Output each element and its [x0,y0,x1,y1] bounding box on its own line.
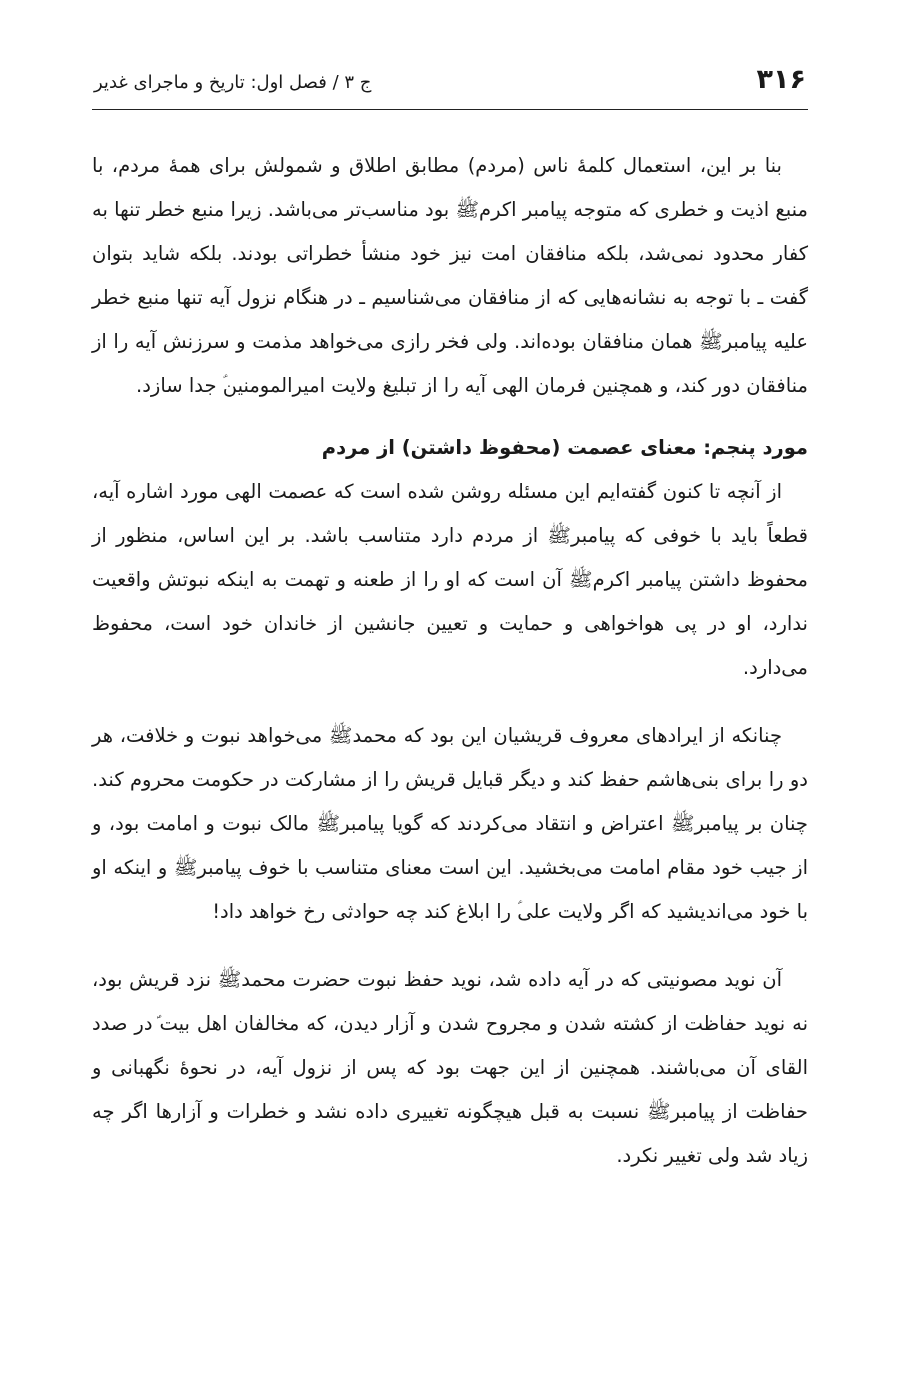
paragraph-3: چنانکه از ایرادهای معروف قریشیان این بود که محمدﷺ می‌خواهد نبوت و خلافت، هر دو را برای بنی‌هاشم حفظ کند و دیگر قبایل قریش را از مشارکت در حکومت محروم کند. چنان بر پیامبرﷺ اعتراض و انتقاد می‌کردند که گویا پیامبرﷺ مالک نبوت و امامت بود، و از جیب خود مقام امامت می‌بخشید. این است معنای متناسب با خوف پیامبرﷺ و اینکه او با خود می‌اندیشید که اگر ولایت علی‌ؑ را ابلاغ کند چه حوادثی رخ خواهد داد! [92,724,808,923]
section-heading: مورد پنجم: معنای عصمت (محفوظ داشتن) از مردم [321,436,808,459]
page-number: ۳۱۶ [756,64,806,95]
page-body [92,144,808,1178]
running-header [92,60,808,110]
paragraph-1: بنا بر این، استعمال کلمهٔ ناس (مردم) مطابق اطلاق و شمولش برای همهٔ مردم، با منبع اذیت و خطری که متوجه پیامبر اکرمﷺ بود مناسب‌تر می‌باشد. زیرا منبع خطر تنها به کفار محدود نمی‌شد، بلکه منافقان امت نیز خود منشأ خطراتی بودند. بلکه شاید بتوان گفت ـ با توجه به نشانه‌هایی که از منافقان می‌شناسیم ـ در هنگام نزول آیه تنها منبع خطر علیه پیامبرﷺ همان منافقان بوده‌اند. ولی فخر رازی می‌خواهد مذمت و سرزنش آیه را از منافقان دور کند، و همچنین فرمان الهی آیه را از تبلیغ ولایت امیرالمومنین‌ؑ جدا سازد. [92,154,808,397]
paragraph-2: از آنچه تا کنون گفته‌ایم این مسئله روشن شده است که عصمت الهی مورد اشاره آیه، قطعاً باید با خوفی که پیامبرﷺ از مردم دارد متناسب باشد. بر این اساس، منظور از محفوظ داشتن پیامبر اکرمﷺ آن است که او را از طعنه و تهمت به اینکه نبوتش واقعیت ندارد، او در پی هواخواهی و حمایت و تعیین جانشین از خاندان خود است، محفوظ می‌دارد. [92,480,808,679]
paragraph-4: آن نوید مصونیتی که در آیه داده شد، نوید حفظ نبوت حضرت محمدﷺ نزد قریش بود، نه نوید حفاظت از کشته شدن و مجروح شدن و آزار دیدن، که مخالفان اهل بیت‌ؑ در صدد القای آن می‌باشند. همچنین از این جهت بود که پس از نزول آیه، در نحوهٔ نگهبانی و حفاظت از پیامبرﷺ نسبت به قبل هیچگونه تغییری داده نشد و خطرات و آزارها اگر چه زیاد شد ولی تغییر نکرد. [92,968,808,1167]
chapter-title: ج ۳ / فصل اول: تاریخ و ماجرای غدیر [94,72,372,93]
book-page [92,60,808,1178]
